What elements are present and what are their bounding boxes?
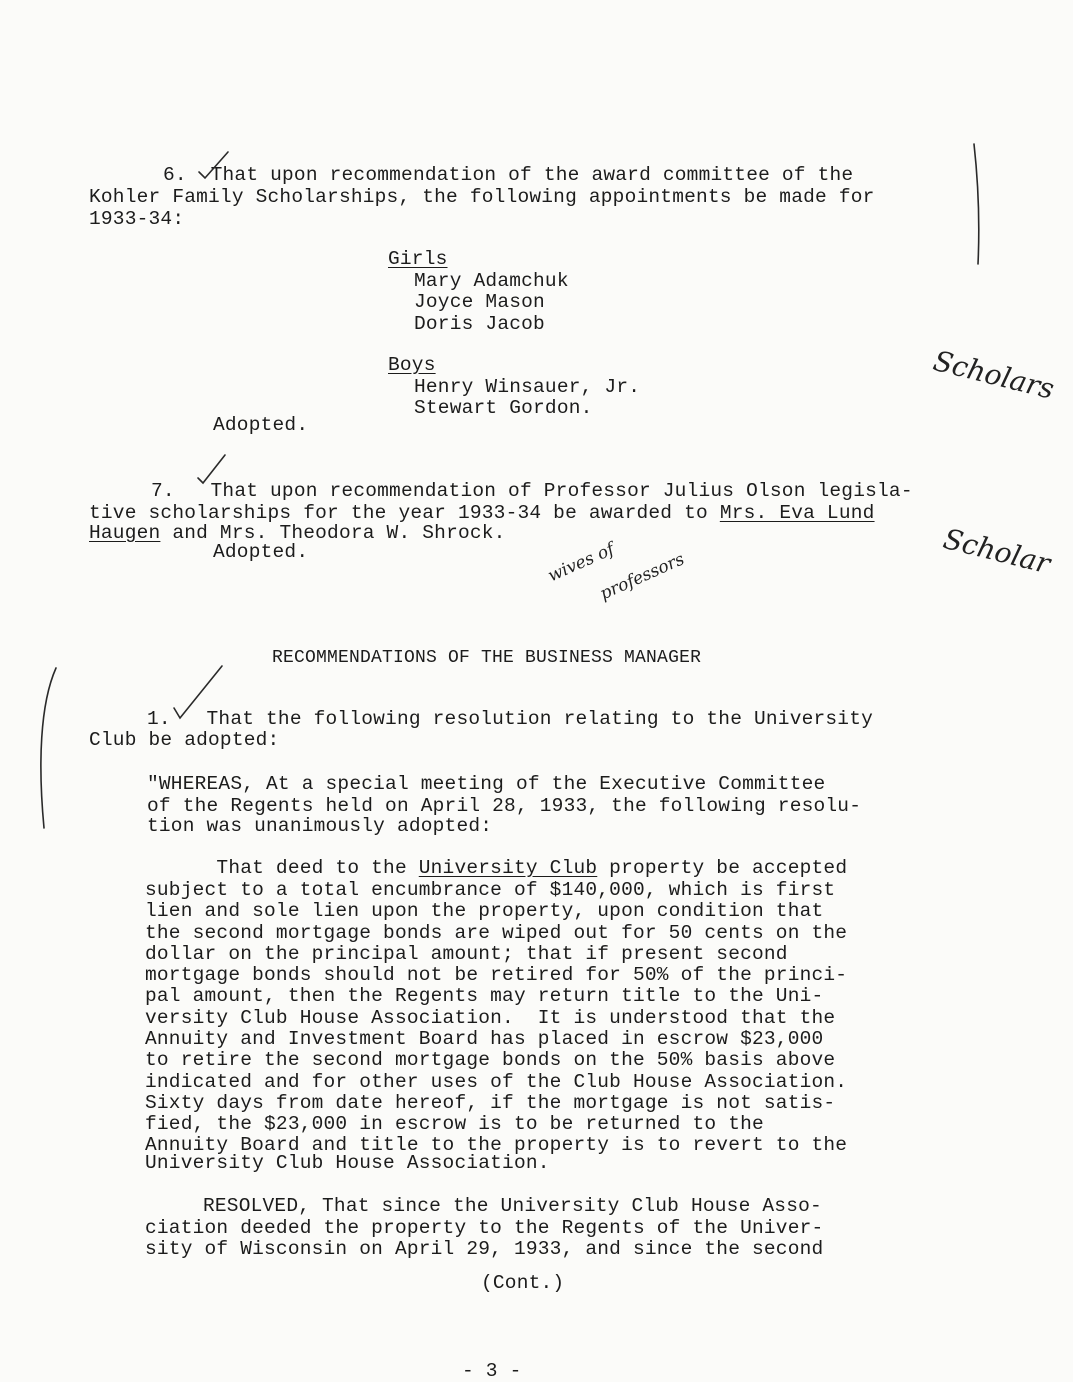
item6-line2: Kohler Family Scholarships, the following appointments be made for	[89, 186, 875, 208]
deed-line: dollar on the principal amount; that if present second	[145, 943, 788, 965]
section-heading: RECOMMENDATIONS OF THE BUSINESS MANAGER	[272, 648, 702, 668]
check-mark-icon	[195, 452, 229, 486]
deed-line: University Club House Association.	[145, 1152, 550, 1174]
page-number: - 3 -	[462, 1360, 522, 1382]
deed-line: That deed to the University Club property be accepted	[145, 857, 848, 879]
item6-line1: 6. That upon recommendation of the award committee of the	[163, 164, 854, 186]
handwritten-wives-of: wives of	[545, 539, 618, 587]
whereas-line: tion was unanimously adopted:	[147, 815, 493, 837]
check-mark-icon	[196, 148, 232, 182]
business-item1-line2: Club be adopted:	[89, 729, 280, 751]
girl-name: Doris Jacob	[414, 313, 545, 335]
deed-line: indicated and for other uses of the Club House Association.	[145, 1071, 848, 1093]
item6-adopted: Adopted.	[213, 414, 309, 436]
deed-line: subject to a total encumbrance of $140,000, which is first	[145, 879, 836, 901]
deed-line: pal amount, then the Regents may return title to the Uni-	[145, 985, 824, 1007]
deed-line: Sixty days from date hereof, if the mortgage is not satis-	[145, 1092, 836, 1114]
girl-name: Joyce Mason	[414, 291, 545, 313]
margin-bracket-icon	[30, 664, 64, 834]
deed-line: the second mortgage bonds are wiped out for 50 cents on the	[145, 922, 848, 944]
resolved-line: sity of Wisconsin on April 29, 1933, and since the second	[145, 1238, 824, 1260]
item7-line2: tive scholarships for the year 1933-34 be awarded to Mrs. Eva Lund	[89, 502, 875, 524]
resolved-line: RESOLVED, That since the University Club House Asso-	[203, 1195, 822, 1217]
margin-line-icon	[960, 140, 990, 270]
underlined-name: Haugen	[89, 522, 161, 544]
underlined-name: University Club	[418, 857, 598, 879]
continued-label: (Cont.)	[481, 1272, 565, 1294]
deed-line: versity Club House Association. It is understood that the	[145, 1007, 836, 1029]
deed-line: mortgage bonds should not be retired for 50% of the princi-	[145, 964, 848, 986]
item7-line3: Haugen and Mrs. Theodora W. Shrock.	[89, 522, 506, 544]
deed-line: lien and sole lien upon the property, upon condition that	[145, 900, 824, 922]
whereas-line: "WHEREAS, At a special meeting of the Executive Committee	[147, 773, 826, 795]
handwritten-scholar: Scholar	[940, 522, 1054, 581]
boys-heading: Boys	[388, 354, 436, 376]
business-item1-line1: 1. That the following resolution relating to the University	[147, 708, 874, 730]
deed-line: fied, the $23,000 in escrow is to be returned to the	[145, 1113, 764, 1135]
handwritten-professors: professors	[597, 549, 688, 605]
handwritten-scholars: Scholars	[930, 344, 1058, 406]
deed-line: Annuity and Investment Board has placed in escrow $23,000	[145, 1028, 824, 1050]
underlined-name: Mrs. Eva Lund	[719, 502, 875, 524]
boy-name: Henry Winsauer, Jr.	[414, 376, 641, 398]
item7-adopted: Adopted.	[213, 541, 309, 563]
resolved-line: ciation deeded the property to the Regents of the Univer-	[145, 1217, 824, 1239]
item7-line1: 7. That upon recommendation of Professor Julius Olson legisla-	[151, 480, 913, 502]
boy-name: Stewart Gordon.	[414, 397, 593, 419]
deed-line: to retire the second mortgage bonds on the 50% basis above	[145, 1049, 836, 1071]
whereas-line: of the Regents held on April 28, 1933, the following resolu-	[147, 795, 862, 817]
deed-line: Annuity Board and title to the property is to revert to the	[145, 1134, 848, 1156]
girls-heading: Girls	[388, 248, 448, 270]
item6-line3: 1933-34:	[89, 208, 185, 230]
girl-name: Mary Adamchuk	[414, 270, 569, 292]
